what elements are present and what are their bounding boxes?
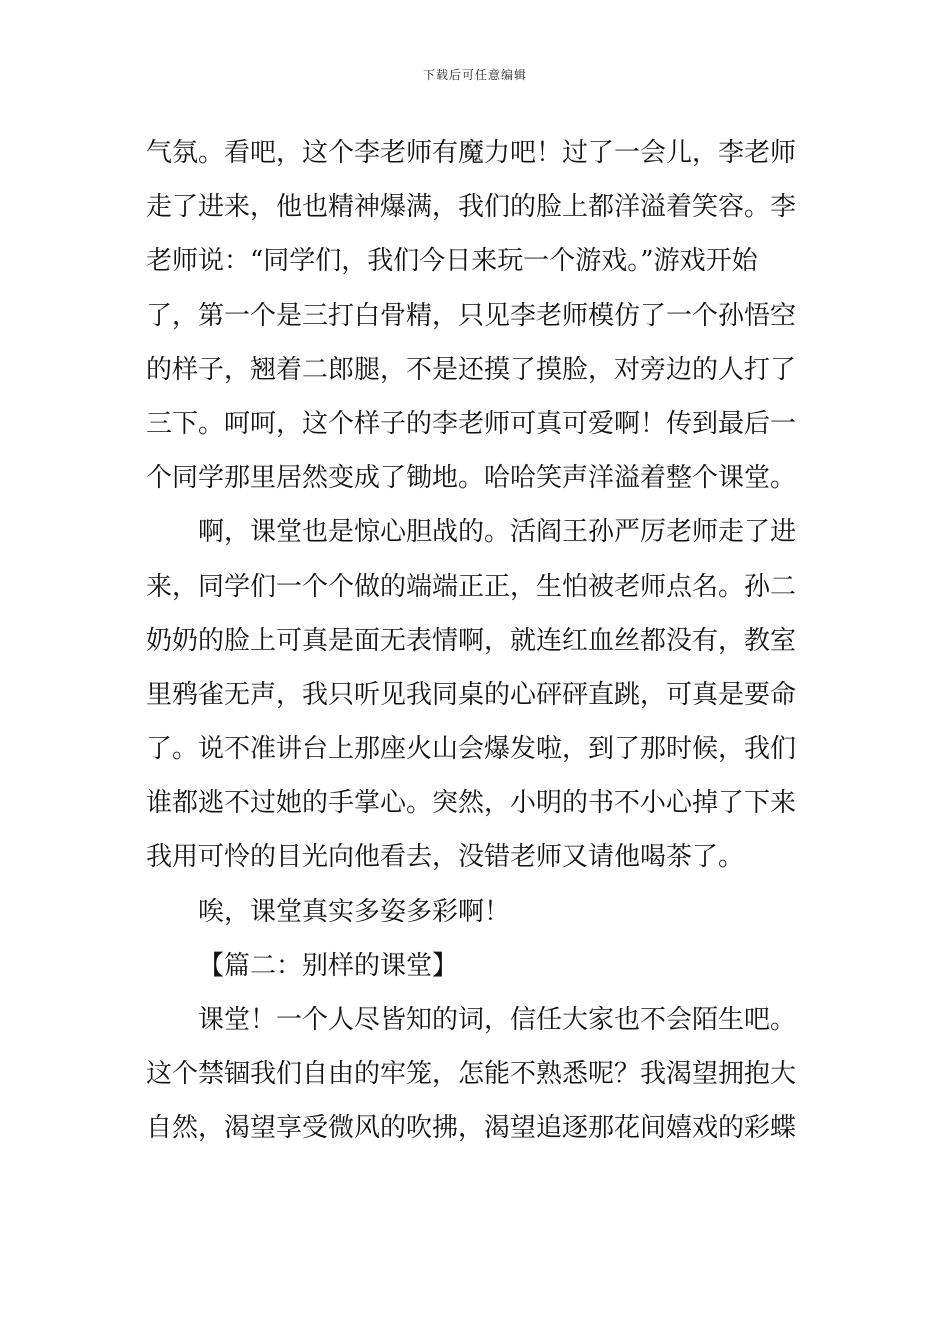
text-line: 奶奶的脸上可真是面无表情啊，就连红血丝都没有，教室 <box>146 625 797 656</box>
text-line: 了。说不准讲台上那座火山会爆发啦，到了那时候，我们 <box>146 734 797 765</box>
body-text <box>146 126 810 1156</box>
text-line: 这个禁锢我们自由的牢笼，怎能不熟悉呢？我渴望拥抱大 <box>146 1059 797 1090</box>
page-header: 下载后可任意编辑 <box>422 68 527 82</box>
text-line: 来，同学们一个个做的端端正正，生怕被老师点名。孙二 <box>146 571 797 602</box>
text-line: 了，第一个是三打白骨精，只见李老师模仿了一个孙悟空 <box>146 300 797 331</box>
text-line: 气氛。看吧，这个李老师有魔力吧！过了一会儿，李老师 <box>146 138 797 168</box>
text-line: 个同学那里居然变成了锄地。哈哈笑声洋溢着整个课堂。 <box>146 463 797 494</box>
text-line: 的样子，翘着二郎腿，不是还摸了摸脸，对旁边的人打了 <box>146 354 797 385</box>
text-line: 谁都逃不过她的手掌心。突然，小明的书不小心掉了下来 <box>146 788 797 819</box>
text-line: 自然，渴望享受微风的吹拂，渴望追逐那花间嬉戏的彩蝶 <box>146 1113 797 1144</box>
paragraph-start-line: 啊，课堂也是惊心胆战的。活阎王孙严厉老师走了进 <box>198 517 797 548</box>
paragraph-start-line: 课堂！一个人尽皆知的词，信任大家也不会陌生吧。 <box>198 1005 797 1035</box>
text-line: 老师说：“同学们，我们今日来玩一个游戏。”游戏开始 <box>146 246 758 277</box>
text-line: 三下。呵呵，这个样子的李老师可真可爱啊！传到最后一 <box>146 408 797 439</box>
text-line: 走了进来，他也精神爆满，我们的脸上都洋溢着笑容。李 <box>146 192 797 223</box>
section-heading: 【篇二：别样的课堂】 <box>198 950 459 981</box>
text-line: 里鸦雀无声，我只听见我同桌的心砰砰直跳，可真是要命 <box>146 679 797 710</box>
text-line: 我用可怜的目光向他看去，没错老师又请他喝茶了。 <box>146 842 745 873</box>
paragraph-start-line: 唉，课堂真实多姿多彩啊！ <box>198 896 511 927</box>
